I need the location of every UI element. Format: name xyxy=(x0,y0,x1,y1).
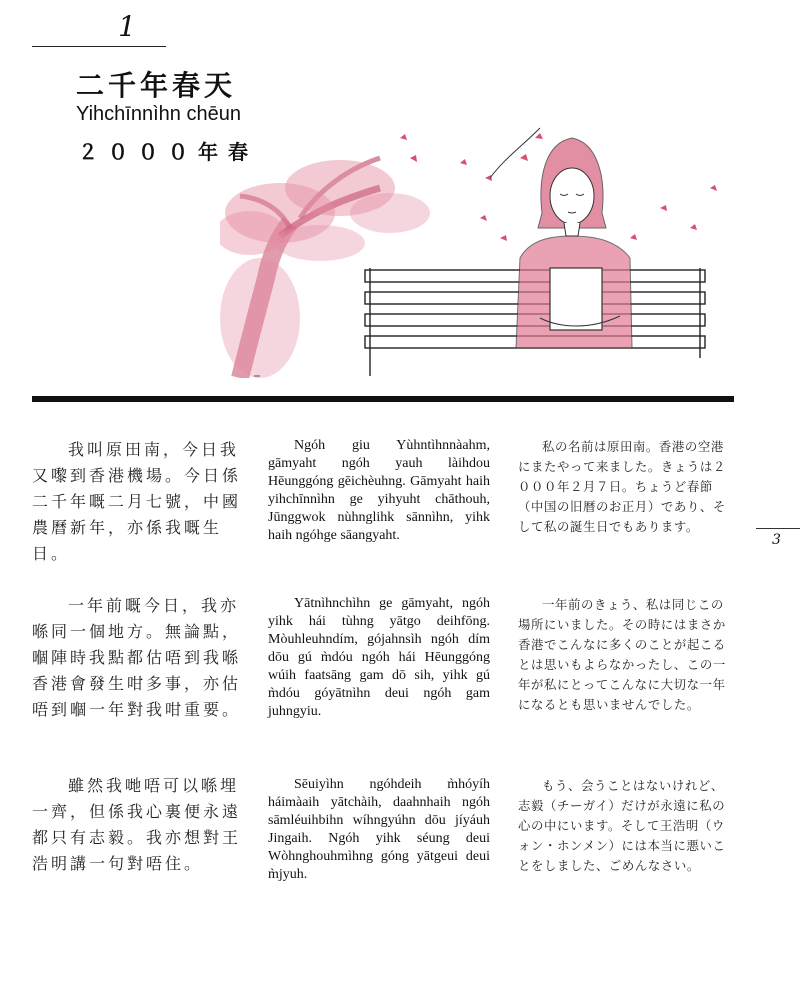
girl-on-bench-illustration xyxy=(220,118,740,378)
paragraph-1-japanese: 私の名前は原田南。香港の空港にまたやって来ました。きょうは２０００年２月７日。ちょうど春節（中国の旧暦のお正月）であり、そして私の誕生日でもあります。 xyxy=(518,439,726,534)
paragraph-3-jyutping: Sēuiyìhn ngóhdeih m̀hóyíh háimàaih yātchàih, daahnhaih ngóh sāmléuihbihn wíhngyúhn dōu jíyáuh Jingaih. Ngóh yihk séung deui Wòhnghouhmìhng góng yātgeui deui m̀jyuh. xyxy=(268,777,490,882)
cherry-blossom-tree xyxy=(220,158,430,378)
paragraph-1-chinese: 我叫原田南，今日我又嚟到香港機場。今日係二千年嘅二月七號，中國農曆新年，亦係我嘅生日。 xyxy=(32,440,242,563)
chapter-title-japanese: ２０００年春 xyxy=(78,140,258,164)
paragraph-2-japanese: 一年前のきょう、私は同じこの場所にいました。その時にはまさか香港でこんなに多くのことが起こるとは思いもよらなかったし、この一年が私にとってこんなに大切な一年になるとも思いませんでした。 xyxy=(518,597,726,712)
paragraph-3-japanese: もう、会うことはないけれど、志毅（チーガイ）だけが永遠に私の心の中にいます。そして王浩明（ウォン・ホンメン）には本当に悪いことをしました、ごめんなさい。 xyxy=(518,778,726,873)
chapter-number: 1 xyxy=(118,10,136,43)
page-number-rule xyxy=(756,528,800,529)
paragraph-3-chinese: 雖然我哋唔可以喺埋一齊，但係我心裏便永遠都只有志毅。我亦想對王浩明講一句對唔住。 xyxy=(32,776,242,873)
paragraph-1-jyutping: Ngóh giu Yùhntìhnnàahm, gāmyaht ngóh yauh làihdou Hēunggóng gēichèuhng. Gāmyaht haih yihchīnnìhn ge yihyuht chāthouh, Jūnggwok nùhnglihk sānnìhn, yihk haih ngóhge sāangyaht. xyxy=(268,438,490,543)
chapter-title-jyutping: Yihchīnnìhn chēun xyxy=(76,103,241,125)
paragraph-2-jyutping: Yātnìhnchìhn ge gāmyaht, ngóh yihk hái tùhng yātgo deihfōng. Mòuhleuhndím, gójahnsìh ngóh dím dōu gú m̀dóu ngóh hái Hēunggóng wúih faatsāng gam dō sih, yihk gú m̀dóu góyātnìhn deui ngóh gam juhngyiu. xyxy=(268,596,490,719)
page-number: 3 xyxy=(772,532,781,548)
paragraph-2-chinese: 一年前嘅今日，我亦喺同一個地方。無論點，嗰陣時我點都估唔到我喺香港會發生咁多事，亦估唔到嗰一年對我咁重要。 xyxy=(32,596,242,719)
section-divider xyxy=(32,396,734,402)
girl-figure xyxy=(516,138,632,348)
chapter-rule xyxy=(32,46,166,47)
chapter-title-chinese: 二千年春天 xyxy=(76,69,237,102)
